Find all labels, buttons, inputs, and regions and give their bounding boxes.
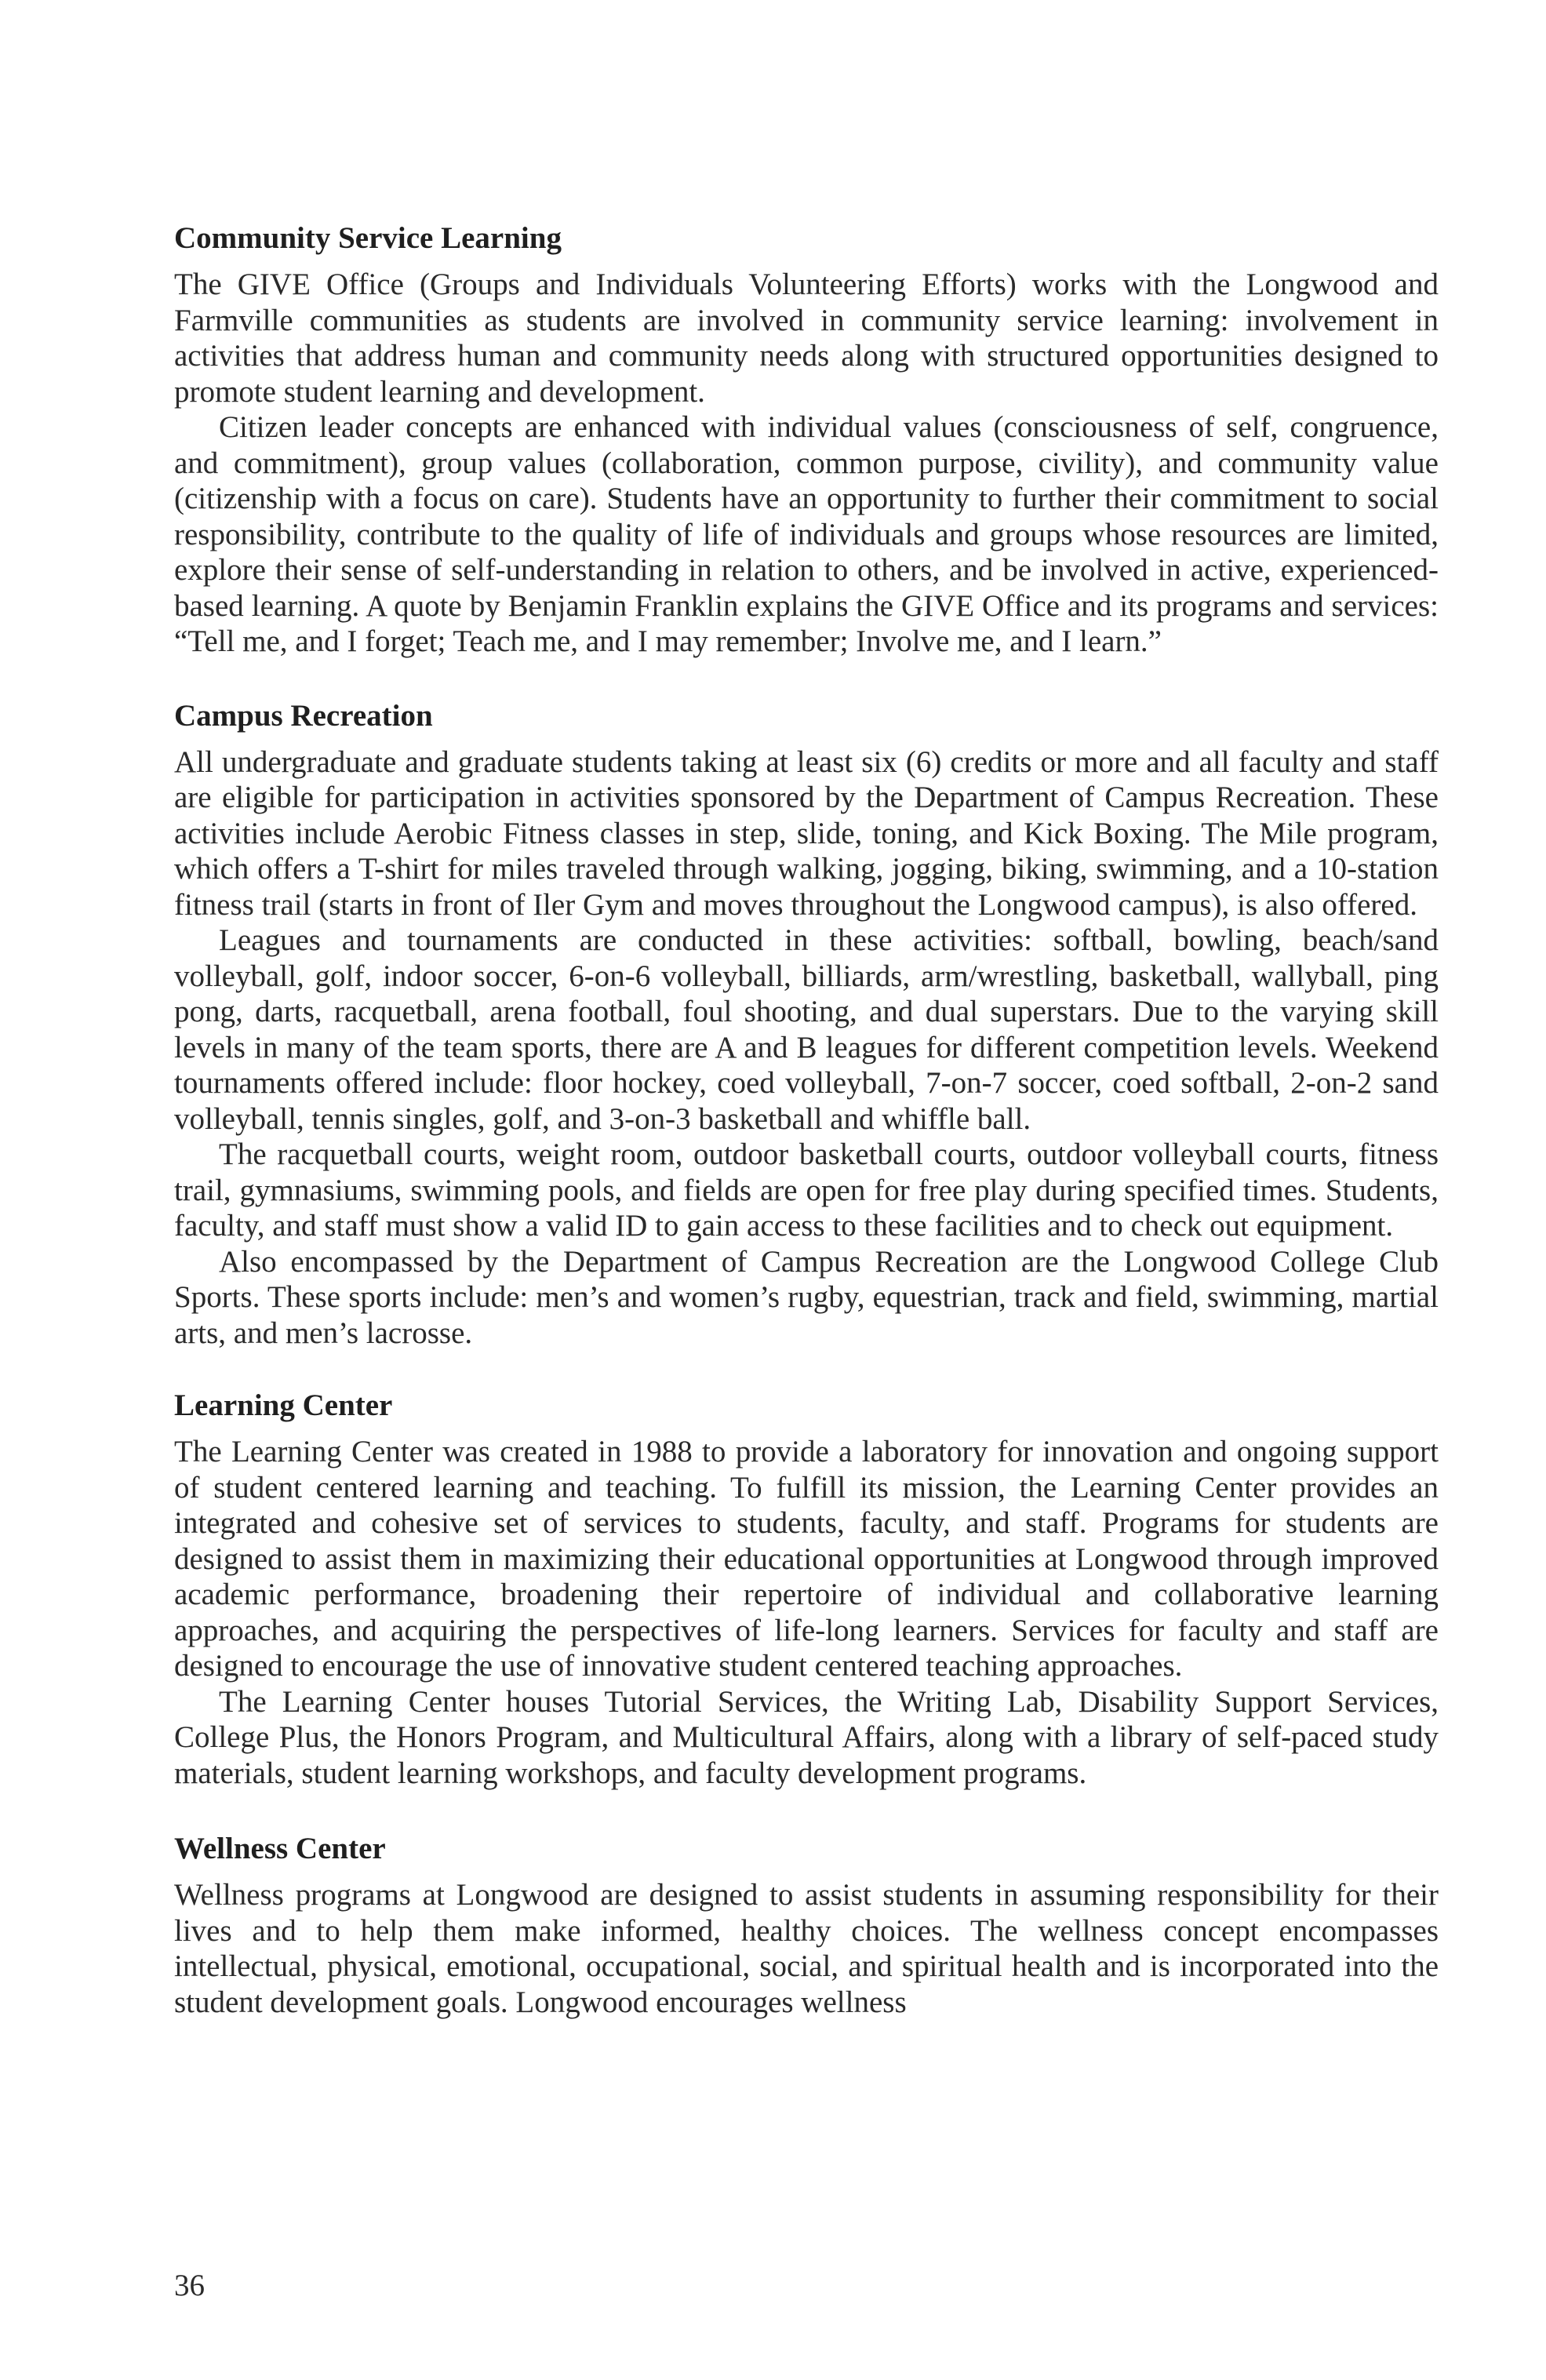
paragraph: All undergraduate and graduate students taking at least six (6) credits or more and all faculty and staff are eligible for participation in activities sponsored by the Department of Campus Recreation. These activities include Aerobic Fitness classes in step, slide, toning, and Kick Boxing. The Mile program, which offers a T-shirt for miles traveled through walking, jogging, biking, swimming, and a 10-station fitness trail (starts in front of Iler Gym and moves throughout the Longwood campus), is also offered.: [174, 744, 1439, 922]
section-heading: Learning Center: [174, 1388, 393, 1422]
section-heading: Community Service Learning: [174, 221, 562, 255]
section-wellness-center: [174, 1832, 1439, 2020]
section-community-service-learning: [174, 221, 1439, 660]
section-heading: Campus Recreation: [174, 698, 433, 733]
paragraph: Wellness programs at Longwood are designed to assist students in assuming responsibility for their lives and to help them make informed, healthy choices. The wellness concept encompasses intellectual, physical, emotional, occupational, social, and spiritual health and is incorporated into the student development goals. Longwood encourages wellness: [174, 1878, 1439, 2019]
page-content: [174, 221, 1439, 2020]
paragraph: The racquetball courts, weight room, outdoor basketball courts, outdoor volleyball courts, fitness trail, gymnasiums, swimming pools, and fields are open for free play during specified times. Students, faculty, and staff must show a valid ID to gain access to these facilities and to check out equipment.: [174, 1137, 1439, 1243]
paragraph: Citizen leader concepts are enhanced with individual values (consciousness of self, congruence, and commitment), group values (collaboration, common purpose, civility), and community value (citizenship with a focus on care). Students have an opportunity to further their commitment to social responsibility, contribute to the quality of life of individuals and groups whose resources are limited, explore their sense of self-understanding in relation to others, and be involved in active, experienced-based learning. A quote by Benjamin Franklin explains the GIVE Office and its programs and services: “Tell me, and I forget; Teach me, and I may remember; Involve me, and I learn.”: [174, 410, 1439, 658]
paragraph: The GIVE Office (Groups and Individuals Volunteering Efforts) works with the Longwood and Farmville communities as students are involved in community service learning: involvement in activities that address human and community needs along with structured opportunities designed to promote student learning and development.: [174, 267, 1439, 409]
section-campus-recreation: [174, 699, 1439, 1352]
paragraph: Also encompassed by the Department of Campus Recreation are the Longwood College Club Sports. These sports include: men’s and women’s rugby, equestrian, track and field, swimming, martial arts, and men’s lacrosse.: [174, 1244, 1439, 1350]
section-heading: Wellness Center: [174, 1832, 386, 1865]
page-number: 36: [174, 2269, 205, 2302]
section-learning-center: [174, 1388, 1439, 1791]
paragraph: Leagues and tournaments are conducted in these activities: softball, bowling, beach/sand volleyball, golf, indoor soccer, 6-on-6 volleyball, billiards, arm/wrestling, basketball, wallyball, ping pong, darts, racquetball, arena football, foul shooting, and dual superstars. Due to the varying skill levels in many of the team sports, there are A and B leagues for different competition levels. Weekend tournaments offered include: floor hockey, coed volleyball, 7-on-7 soccer, coed softball, 2-on-2 sand volleyball, tennis singles, golf, and 3-on-3 basketball and whiffle ball.: [174, 923, 1439, 1136]
paragraph: The Learning Center was created in 1988 to provide a laboratory for innovation and ongoing support of student centered learning and teaching. To fulfill its mission, the Learning Center provides an integrated and cohesive set of services to students, faculty, and staff. Programs for students are designed to assist them in maximizing their educational opportunities at Longwood through improved academic performance, broadening their repertoire of individual and collaborative learning approaches, and acquiring the perspectives of life-long learners. Services for faculty and staff are designed to encourage the use of innovative student centered teaching approaches.: [174, 1435, 1439, 1683]
paragraph: The Learning Center houses Tutorial Services, the Writing Lab, Disability Support Services, College Plus, the Honors Program, and Multicultural Affairs, along with a library of self-paced study materials, student learning workshops, and faculty development programs.: [174, 1684, 1439, 1790]
